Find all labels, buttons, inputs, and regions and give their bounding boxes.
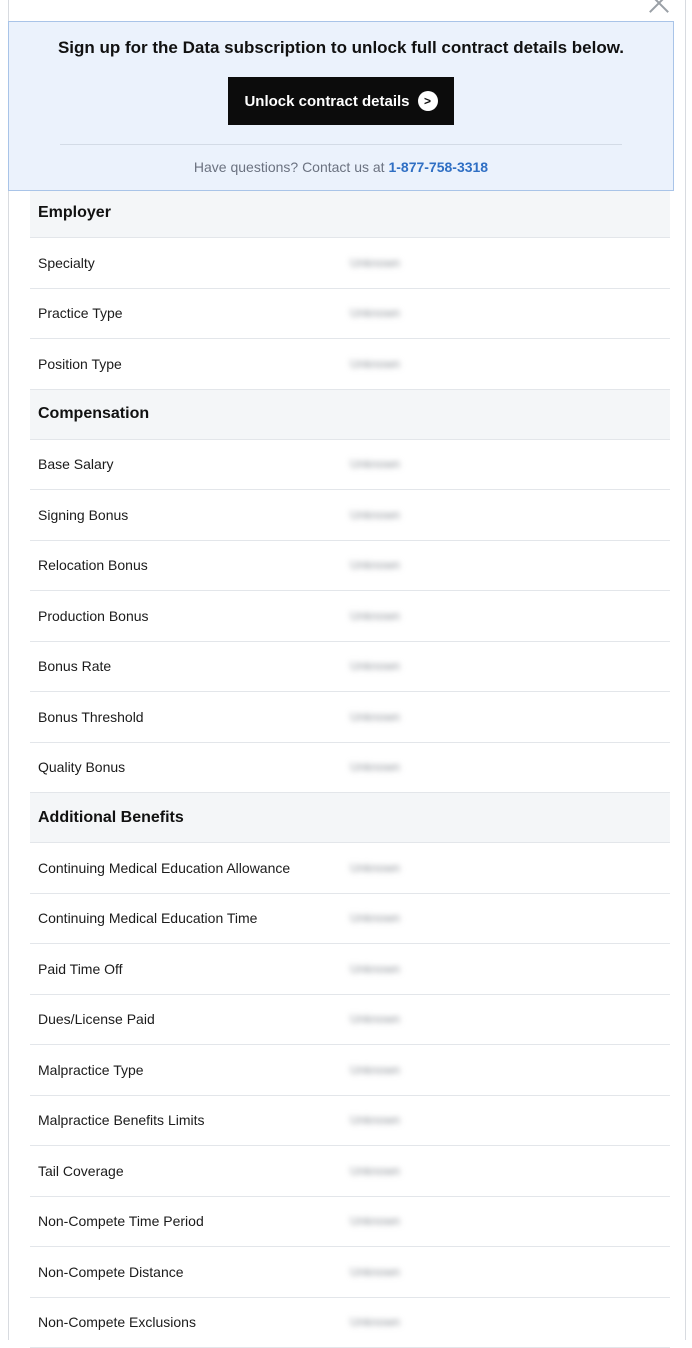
table-row xyxy=(30,1197,670,1248)
table-row xyxy=(30,642,670,693)
section-title: Employer xyxy=(38,204,111,222)
row-label: Base Salary xyxy=(30,456,350,472)
row-label: Signing Bonus xyxy=(30,507,350,523)
table-row xyxy=(30,289,670,340)
row-label: Bonus Rate xyxy=(30,658,350,674)
divider xyxy=(60,144,622,145)
row-label: Continuing Medical Education Allowance xyxy=(30,860,350,876)
row-value-blurred: Unknown xyxy=(350,861,400,875)
phone-link[interactable]: 1-877-758-3318 xyxy=(388,159,488,175)
row-value-blurred: Unknown xyxy=(350,1063,400,1077)
table-row xyxy=(30,440,670,491)
table-row xyxy=(30,894,670,945)
row-value-blurred: Unknown xyxy=(350,1265,400,1279)
row-label: Bonus Threshold xyxy=(30,709,350,725)
row-label: Specialty xyxy=(30,255,350,271)
row-value-blurred: Unknown xyxy=(350,609,400,623)
unlock-contract-details-button[interactable] xyxy=(228,77,454,125)
row-label: Quality Bonus xyxy=(30,759,350,775)
close-icon[interactable] xyxy=(647,0,671,14)
row-value-blurred: Unknown xyxy=(350,911,400,925)
row-label: Relocation Bonus xyxy=(30,557,350,573)
table-row xyxy=(30,1146,670,1197)
section-header-compensation xyxy=(30,390,670,440)
row-label: Non-Compete Exclusions xyxy=(30,1314,350,1330)
table-row xyxy=(30,1045,670,1096)
section-title: Additional Benefits xyxy=(38,809,184,827)
subscription-banner xyxy=(8,21,674,191)
banner-title: Sign up for the Data subscription to unlock full contract details below. xyxy=(9,38,673,58)
row-value-blurred: Unknown xyxy=(350,659,400,673)
table-row xyxy=(30,692,670,743)
row-value-blurred: Unknown xyxy=(350,508,400,522)
row-value-blurred: Unknown xyxy=(350,962,400,976)
table-row xyxy=(30,995,670,1046)
table-row xyxy=(30,591,670,642)
row-label: Non-Compete Distance xyxy=(30,1264,350,1280)
section-header-employer xyxy=(30,188,670,238)
arrow-right-icon: > xyxy=(418,91,438,111)
row-value-blurred: Unknown xyxy=(350,760,400,774)
row-value-blurred: Unknown xyxy=(350,1214,400,1228)
section-header-additional-benefits xyxy=(30,793,670,843)
table-row xyxy=(30,490,670,541)
table-row xyxy=(30,843,670,894)
table-row xyxy=(30,1096,670,1147)
row-label: Position Type xyxy=(30,356,350,372)
row-label: Malpractice Type xyxy=(30,1062,350,1078)
row-value-blurred: Unknown xyxy=(350,256,400,270)
row-label: Paid Time Off xyxy=(30,961,350,977)
unlock-button-label: Unlock contract details xyxy=(244,93,409,110)
row-label: Malpractice Benefits Limits xyxy=(30,1112,350,1128)
row-label: Non-Compete Time Period xyxy=(30,1213,350,1229)
table-row xyxy=(30,1298,670,1348)
row-value-blurred: Unknown xyxy=(350,1012,400,1026)
row-value-blurred: Unknown xyxy=(350,457,400,471)
row-value-blurred: Unknown xyxy=(350,306,400,320)
contact-text xyxy=(9,159,673,175)
table-row xyxy=(30,541,670,592)
row-value-blurred: Unknown xyxy=(350,1315,400,1329)
row-value-blurred: Unknown xyxy=(350,1113,400,1127)
row-label: Practice Type xyxy=(30,305,350,321)
row-label: Dues/License Paid xyxy=(30,1011,350,1027)
contract-details-table xyxy=(30,188,670,1348)
row-label: Production Bonus xyxy=(30,608,350,624)
table-row xyxy=(30,238,670,289)
table-row xyxy=(30,944,670,995)
table-row xyxy=(30,1247,670,1298)
contract-details-modal xyxy=(8,0,686,1340)
row-value-blurred: Unknown xyxy=(350,558,400,572)
table-row xyxy=(30,339,670,390)
row-value-blurred: Unknown xyxy=(350,357,400,371)
row-label: Continuing Medical Education Time xyxy=(30,910,350,926)
section-title: Compensation xyxy=(38,405,149,423)
row-value-blurred: Unknown xyxy=(350,710,400,724)
contact-prefix: Have questions? Contact us at xyxy=(194,159,389,175)
row-label: Tail Coverage xyxy=(30,1163,350,1179)
table-row xyxy=(30,743,670,794)
row-value-blurred: Unknown xyxy=(350,1164,400,1178)
